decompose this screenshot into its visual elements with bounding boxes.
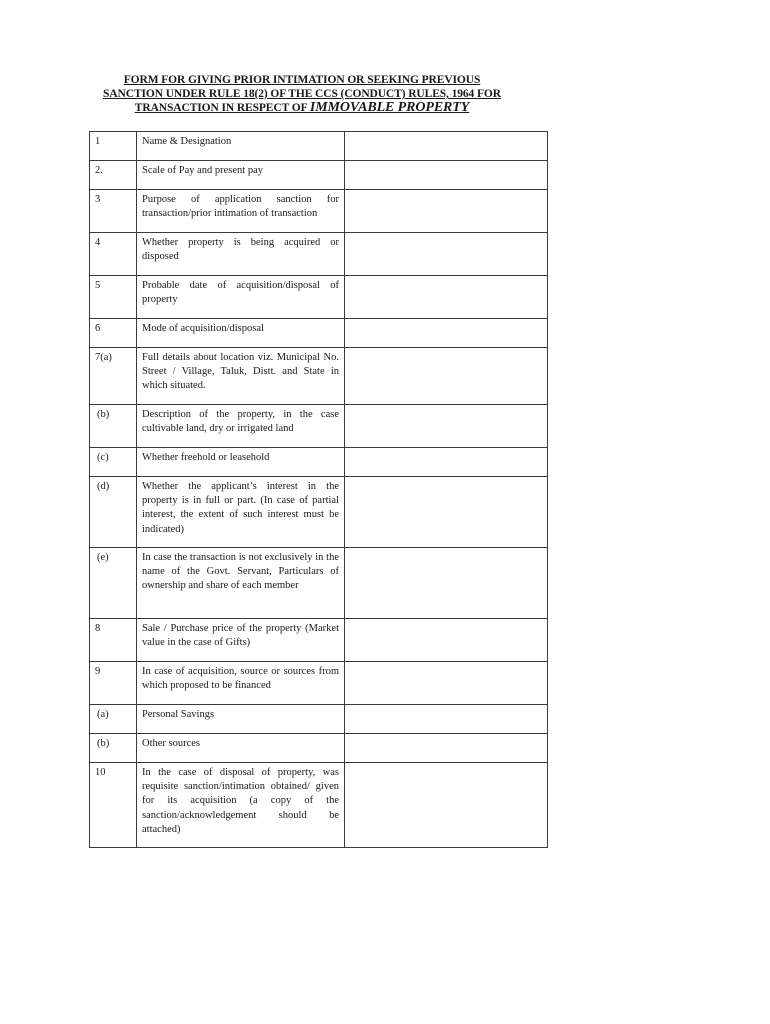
row-description: Personal Savings bbox=[137, 705, 345, 734]
row-number: 8 bbox=[90, 619, 137, 662]
row-number: 7(a) bbox=[90, 348, 137, 405]
form-row bbox=[90, 619, 548, 662]
title-line-1: FORM FOR GIVING PRIOR INTIMATION OR SEEKING PREVIOUS bbox=[123, 74, 481, 86]
row-description: In case the transaction is not exclusively in the name of the Govt. Servant, Particulars of ownership and share of each member bbox=[137, 548, 345, 619]
row-answer-field[interactable] bbox=[345, 763, 548, 848]
form-row bbox=[90, 132, 548, 161]
row-description: Whether freehold or leasehold bbox=[137, 448, 345, 477]
row-description: Purpose of application sanction for transaction/prior intimation of transaction bbox=[137, 190, 345, 233]
form-row bbox=[90, 405, 548, 448]
row-number: 5 bbox=[90, 276, 137, 319]
row-answer-field[interactable] bbox=[345, 161, 548, 190]
row-answer-field[interactable] bbox=[345, 405, 548, 448]
row-description: Scale of Pay and present pay bbox=[137, 161, 345, 190]
row-description: Description of the property, in the case cultivable land, dry or irrigated land bbox=[137, 405, 345, 448]
form-row bbox=[90, 734, 548, 763]
title-line-3-prefix: TRANSACTION IN RESPECT OF bbox=[134, 102, 310, 114]
row-description: In case of acquisition, source or sources from which proposed to be financed bbox=[137, 662, 345, 705]
row-number: 2. bbox=[90, 161, 137, 190]
form-row bbox=[90, 161, 548, 190]
row-number: (b) bbox=[90, 734, 137, 763]
row-description: Whether property is being acquired or disposed bbox=[137, 233, 345, 276]
row-answer-field[interactable] bbox=[345, 705, 548, 734]
row-answer-field[interactable] bbox=[345, 548, 548, 619]
row-number: 4 bbox=[90, 233, 137, 276]
row-answer-field[interactable] bbox=[345, 190, 548, 233]
row-description: Full details about location viz. Municipal No. Street / Village, Taluk, Distt. and State in which situated. bbox=[137, 348, 345, 405]
form-row bbox=[90, 233, 548, 276]
row-answer-field[interactable] bbox=[345, 662, 548, 705]
form-table bbox=[89, 131, 548, 848]
form-row bbox=[90, 276, 548, 319]
row-number: 1 bbox=[90, 132, 137, 161]
form-row bbox=[90, 705, 548, 734]
row-description: Mode of acquisition/disposal bbox=[137, 319, 345, 348]
title-line-2: SANCTION UNDER RULE 18(2) OF THE CCS (CONDUCT) RULES, 1964 FOR bbox=[103, 88, 501, 100]
row-description: Other sources bbox=[137, 734, 345, 763]
row-description: In the case of disposal of property, was requisite sanction/intimation obtained/ given for its acquisition (a copy of the sanction/acknowledgement should be attached) bbox=[137, 763, 345, 848]
row-answer-field[interactable] bbox=[345, 619, 548, 662]
form-row bbox=[90, 348, 548, 405]
form-row bbox=[90, 448, 548, 477]
row-answer-field[interactable] bbox=[345, 348, 548, 405]
row-number: 10 bbox=[90, 763, 137, 848]
row-description: Whether the applicant’s interest in the property is in full or part. (In case of partial interest, the extent of such interest must be indicated) bbox=[137, 477, 345, 548]
row-number: 3 bbox=[90, 190, 137, 233]
row-description: Probable date of acquisition/disposal of property bbox=[137, 276, 345, 319]
form-table-body bbox=[90, 132, 548, 848]
row-answer-field[interactable] bbox=[345, 319, 548, 348]
row-answer-field[interactable] bbox=[345, 448, 548, 477]
row-answer-field[interactable] bbox=[345, 233, 548, 276]
row-number: (e) bbox=[90, 548, 137, 619]
row-number: 9 bbox=[90, 662, 137, 705]
row-answer-field[interactable] bbox=[345, 276, 548, 319]
form-row bbox=[90, 190, 548, 233]
form-row bbox=[90, 319, 548, 348]
form-row bbox=[90, 477, 548, 548]
row-answer-field[interactable] bbox=[345, 132, 548, 161]
row-number: (c) bbox=[90, 448, 137, 477]
title-line-3 bbox=[88, 101, 516, 115]
form-title bbox=[88, 73, 516, 115]
row-description: Name & Designation bbox=[137, 132, 345, 161]
row-description: Sale / Purchase price of the property (Market value in the case of Gifts) bbox=[137, 619, 345, 662]
row-answer-field[interactable] bbox=[345, 477, 548, 548]
title-emphasis: IMMOVABLE PROPERTY bbox=[309, 100, 470, 115]
row-number: (a) bbox=[90, 705, 137, 734]
row-number: (d) bbox=[90, 477, 137, 548]
row-number: 6 bbox=[90, 319, 137, 348]
form-row bbox=[90, 662, 548, 705]
row-answer-field[interactable] bbox=[345, 734, 548, 763]
row-number: (b) bbox=[90, 405, 137, 448]
form-row bbox=[90, 763, 548, 848]
form-row bbox=[90, 548, 548, 619]
